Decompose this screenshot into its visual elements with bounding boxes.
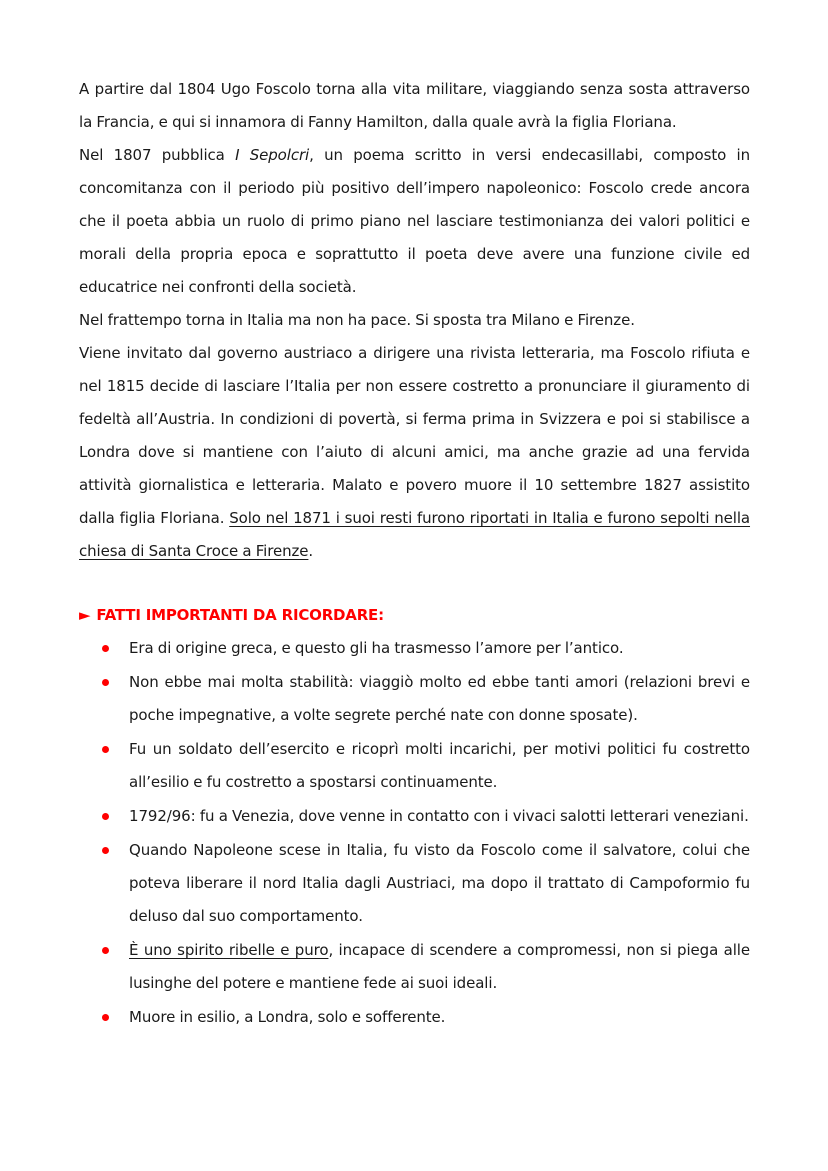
bullet-icon <box>102 813 109 820</box>
exile-text: Viene invitato dal governo austriaco a dirigere una rivista letteraria, ma Foscolo rifiuta e nel 1815 decide di lasciare l’Italia per non essere costretto a pronunciare il giuramento di fedeltà all’Austria. In condizioni di povertà, si ferma prima in Svizzera e poi si stabilisce a Londra dove si mantiene con l’aiuto di alcuni amici, ma anche grazie ad una fervida attività giornalistica e letteraria. Malato e povero muore il 10 settembre 1827 assistito dalla figlia Floriana. <box>79 344 750 527</box>
list-item-text: Quando Napoleone scese in Italia, fu visto da Foscolo come il salvatore, colui che poteva liberare il nord Italia dagli Austriaci, ma dopo il trattato di Campoformio fu deluso dal suo comportamento. <box>129 841 750 925</box>
list-item <box>79 733 750 799</box>
list-item <box>79 834 750 933</box>
bullet-icon <box>102 645 109 652</box>
bullet-icon <box>102 746 109 753</box>
paragraph-military-life: A partire dal 1804 Ugo Foscolo torna alla vita militare, viaggiando senza sosta attraverso la Francia, e qui si innamora di Fanny Hamilton, dalla quale avrà la figlia Floriana. <box>79 80 750 131</box>
section-heading <box>79 599 750 632</box>
spirit-underlined-text: È uno spirito ribelle e puro <box>129 941 329 959</box>
remains-underlined-text: Solo nel 1871 i suoi resti furono riportati in Italia e furono sepolti nella chiesa di Santa Croce a Firenze <box>79 509 751 560</box>
list-item-text: 1792/96: fu a Venezia, dove venne in contatto con i vivaci salotti letterari veneziani. <box>129 807 749 825</box>
sepolcri-intro: Nel 1807 pubblica <box>79 146 236 164</box>
page-content <box>79 73 750 1035</box>
bullet-icon <box>102 847 109 854</box>
list-item <box>79 632 750 665</box>
paragraph-return-italy: Nel frattempo torna in Italia ma non ha pace. Si sposta tra Milano e Firenze. <box>79 311 635 329</box>
list-item-text <box>129 934 750 1000</box>
list-item <box>79 934 750 1000</box>
paragraph-exile <box>79 337 750 568</box>
bullet-icon <box>102 1014 109 1021</box>
section-heading-label: FATTI IMPORTANTI DA RICORDARE: <box>96 606 384 624</box>
bullet-icon <box>102 679 109 686</box>
sepolcri-title: I Sepolcri <box>235 146 310 164</box>
list-item <box>79 666 750 732</box>
exile-end: . <box>308 542 314 560</box>
list-item-text: Non ebbe mai molta stabilità: viaggiò molto ed ebbe tanti amori (relazioni brevi e poche impegnative, a volte segrete perché nate con donne sposate). <box>129 673 750 724</box>
list-item <box>79 1001 750 1034</box>
list-item-text: Era di origine greca, e questo gli ha trasmesso l’amore per l’antico. <box>129 639 624 657</box>
list-item-text: Fu un soldato dell’esercito e ricoprì molti incarichi, per motivi politici fu costretto all’esilio e fu costretto a spostarsi continuamente. <box>129 740 750 791</box>
play-arrow-icon: ► <box>79 606 91 624</box>
sepolcri-text: , un poema scritto in versi endecasillabi, composto in concomitanza con il periodo più positivo dell’impero napoleonico: Foscolo crede ancora che il poeta abbia un ruolo di primo piano nel lasciare testimonianza dei valori politici e morali della propria epoca e soprattutto il poeta deve avere una funzione civile ed educatrice nei confronti della società. <box>79 146 750 296</box>
facts-list <box>79 632 750 1034</box>
bullet-icon <box>102 947 109 954</box>
paragraph-sepolcri <box>79 139 750 304</box>
list-item <box>79 800 750 833</box>
list-item-text: Muore in esilio, a Londra, solo e sofferente. <box>129 1008 446 1026</box>
spirit-text: , incapace di scendere a compromessi, non si piega alle lusinghe del potere e mantiene fede ai suoi ideali. <box>129 941 750 992</box>
